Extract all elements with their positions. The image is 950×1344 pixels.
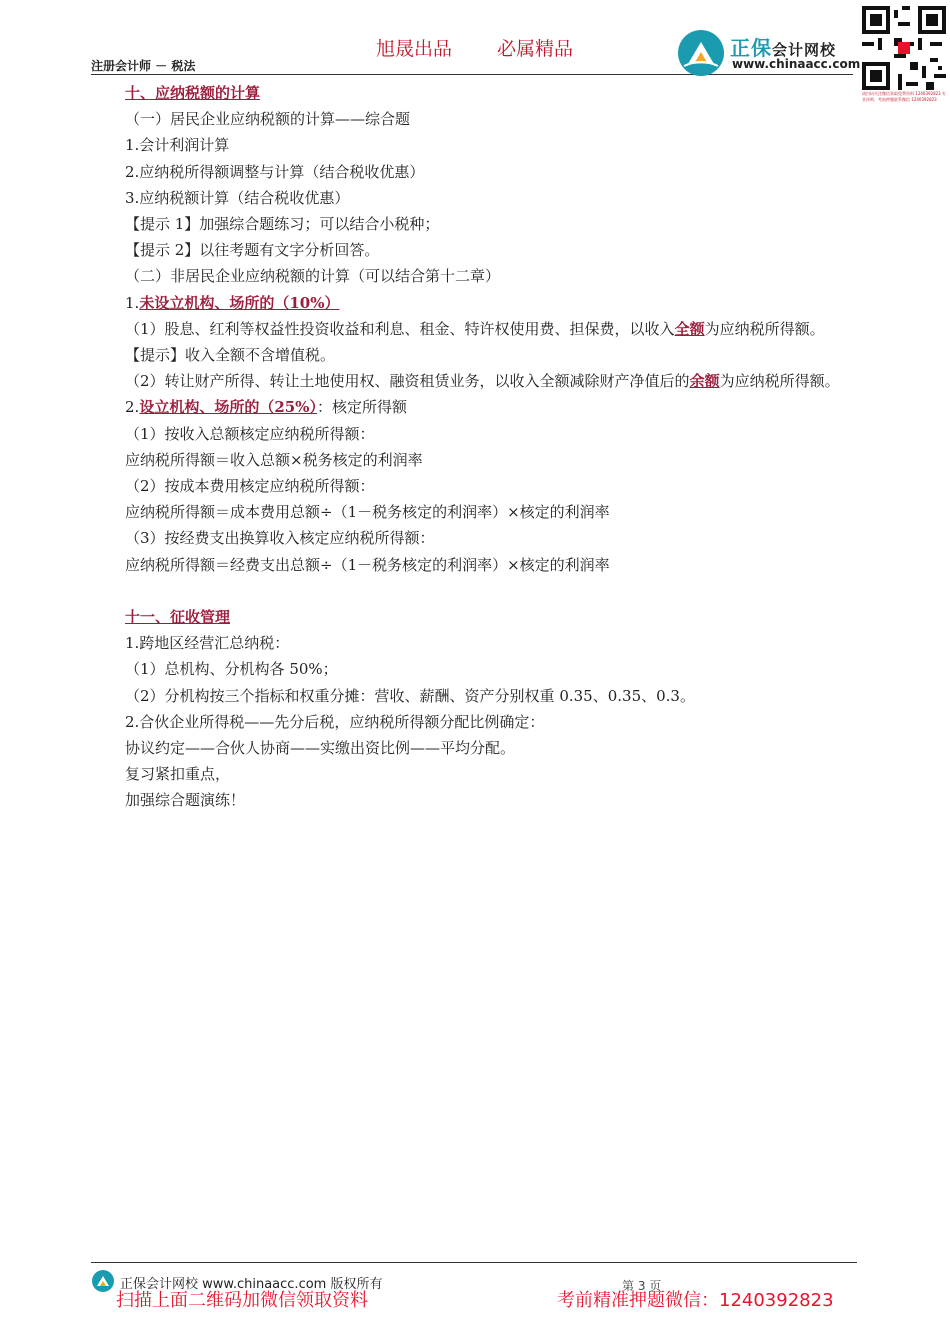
s10-part1-heading — [93, 290, 855, 316]
logo-brand-sub: 会计网校 — [772, 41, 837, 59]
s10-part1-item2-b: 为应纳税所得额。 — [719, 372, 840, 391]
section-gap — [93, 578, 855, 604]
section-11-heading — [93, 604, 855, 630]
qr-caption: 请扫码关注微信获取免费资料 1240392823 专业讲师，考前押题联系微信 1240392823 — [862, 91, 946, 102]
header-slogan-right: 必属精品 — [497, 38, 574, 60]
s10-sub1: （一）居民企业应纳税额的计算——综合题 — [125, 110, 411, 129]
header-slogan-left: 旭晟出品 — [376, 38, 453, 60]
s10-sub1-item3: 3.应纳税额计算（结合税收优惠） — [125, 188, 350, 207]
s10-part2-formula3: 应纳税所得额＝经费支出总额÷（1－税务核定的利润率）×核定的利润率 — [125, 555, 610, 574]
s10-part1-item2-em: 余额 — [689, 372, 720, 391]
s10-part2-title: 设立机构、场所的（25%） — [139, 398, 317, 417]
header-divider — [91, 74, 853, 75]
s10-part2-item2: （2）按成本费用核定应纳税所得额： — [125, 477, 375, 496]
s10-part1-num: 1. — [125, 293, 140, 312]
qr-code-icon — [862, 6, 946, 90]
footer-copyright: 正保会计网校 www.chinaacc.com 版权所有 — [120, 1277, 383, 1292]
s10-part1-item1-em: 全额 — [674, 319, 705, 338]
s10-part1-item1 — [93, 316, 855, 342]
footer-scan-promo: 扫描上面二维码加微信领取资料 — [116, 1290, 368, 1311]
logo-url: www.chinaacc.com — [732, 57, 861, 71]
s10-part1-item1-b: 为应纳税所得额。 — [704, 319, 825, 338]
s10-part1-item2 — [93, 368, 855, 394]
header-subject: 注册会计师 － 税法 — [91, 59, 196, 73]
footer-divider — [91, 1262, 857, 1263]
logo-brand-main: 正保 — [730, 36, 772, 60]
s10-part2-formula2: 应纳税所得额＝成本费用总额÷（1－税务核定的利润率）×核定的利润率 — [125, 503, 610, 522]
s11-item1-2: （2）分机构按三个指标和权重分摊：营收、薪酬、资产分别权重 0.35、0.35、0.3。 — [125, 686, 695, 705]
s10-part1-item2-a: （2）转让财产所得、转让土地使用权、融资租赁业务，以收入全额减除财产净值后的 — [125, 372, 690, 391]
section-10-title: 十、应纳税额的计算 — [125, 84, 261, 102]
s11-item2: 2.合伙企业所得税——先分后税，应纳税所得额分配比例确定： — [125, 712, 545, 731]
s11-item1-1: （1）总机构、分机构各 50%； — [125, 660, 338, 679]
footer-wechat-promo: 考前精准押题微信：1240392823 — [557, 1290, 834, 1311]
s10-part2-item3: （3）按经费支出换算收入核定应纳税所得额： — [125, 529, 435, 548]
s11-item2-1: 协议约定——合伙人协商——实缴出资比例——平均分配。 — [125, 739, 516, 758]
document-body — [93, 80, 855, 814]
s10-sub2: （二）非居民企业应纳税额的计算（可以结合第十二章） — [125, 267, 501, 286]
s10-part1-title: 未设立机构、场所的（10%） — [139, 293, 340, 312]
s10-sub1-item1: 1.会计利润计算 — [125, 136, 230, 155]
s10-part2-num: 2. — [125, 398, 140, 417]
s10-tip1: 【提示 1】加强综合题练习；可以结合小税种； — [125, 215, 440, 234]
s10-sub1-item2: 2.应纳税所得额调整与计算（结合税收优惠） — [125, 162, 425, 181]
footer-page-number: 第 3 页 — [622, 1279, 662, 1293]
s11-item1: 1.跨地区经营汇总纳税： — [125, 634, 290, 653]
s11-closing-2: 加强综合题演练！ — [125, 791, 246, 810]
s10-part2-formula1: 应纳税所得额＝收入总额×税务核定的利润率 — [125, 450, 423, 469]
section-10-heading — [93, 80, 855, 106]
s10-tip2: 【提示 2】以往考题有文字分析回答。 — [125, 241, 380, 260]
s10-part1-tip: 【提示】收入全额不含增值税。 — [125, 346, 336, 365]
section-11-title: 十一、征收管理 — [125, 608, 231, 627]
s10-part2-item1: （1）按收入总额核定应纳税所得额： — [125, 424, 375, 443]
s11-closing-1: 复习紧扣重点， — [125, 765, 231, 784]
footer-logo-icon — [92, 1270, 114, 1292]
s10-part1-item1-a: （1）股息、红利等权益性投资收益和利息、租金、特许权使用费、担保费，以收入 — [125, 319, 675, 338]
chinaacc-logo-icon — [678, 30, 724, 76]
s10-part2-rest: ：核定所得额 — [316, 398, 407, 417]
s10-part2-heading — [93, 394, 855, 420]
